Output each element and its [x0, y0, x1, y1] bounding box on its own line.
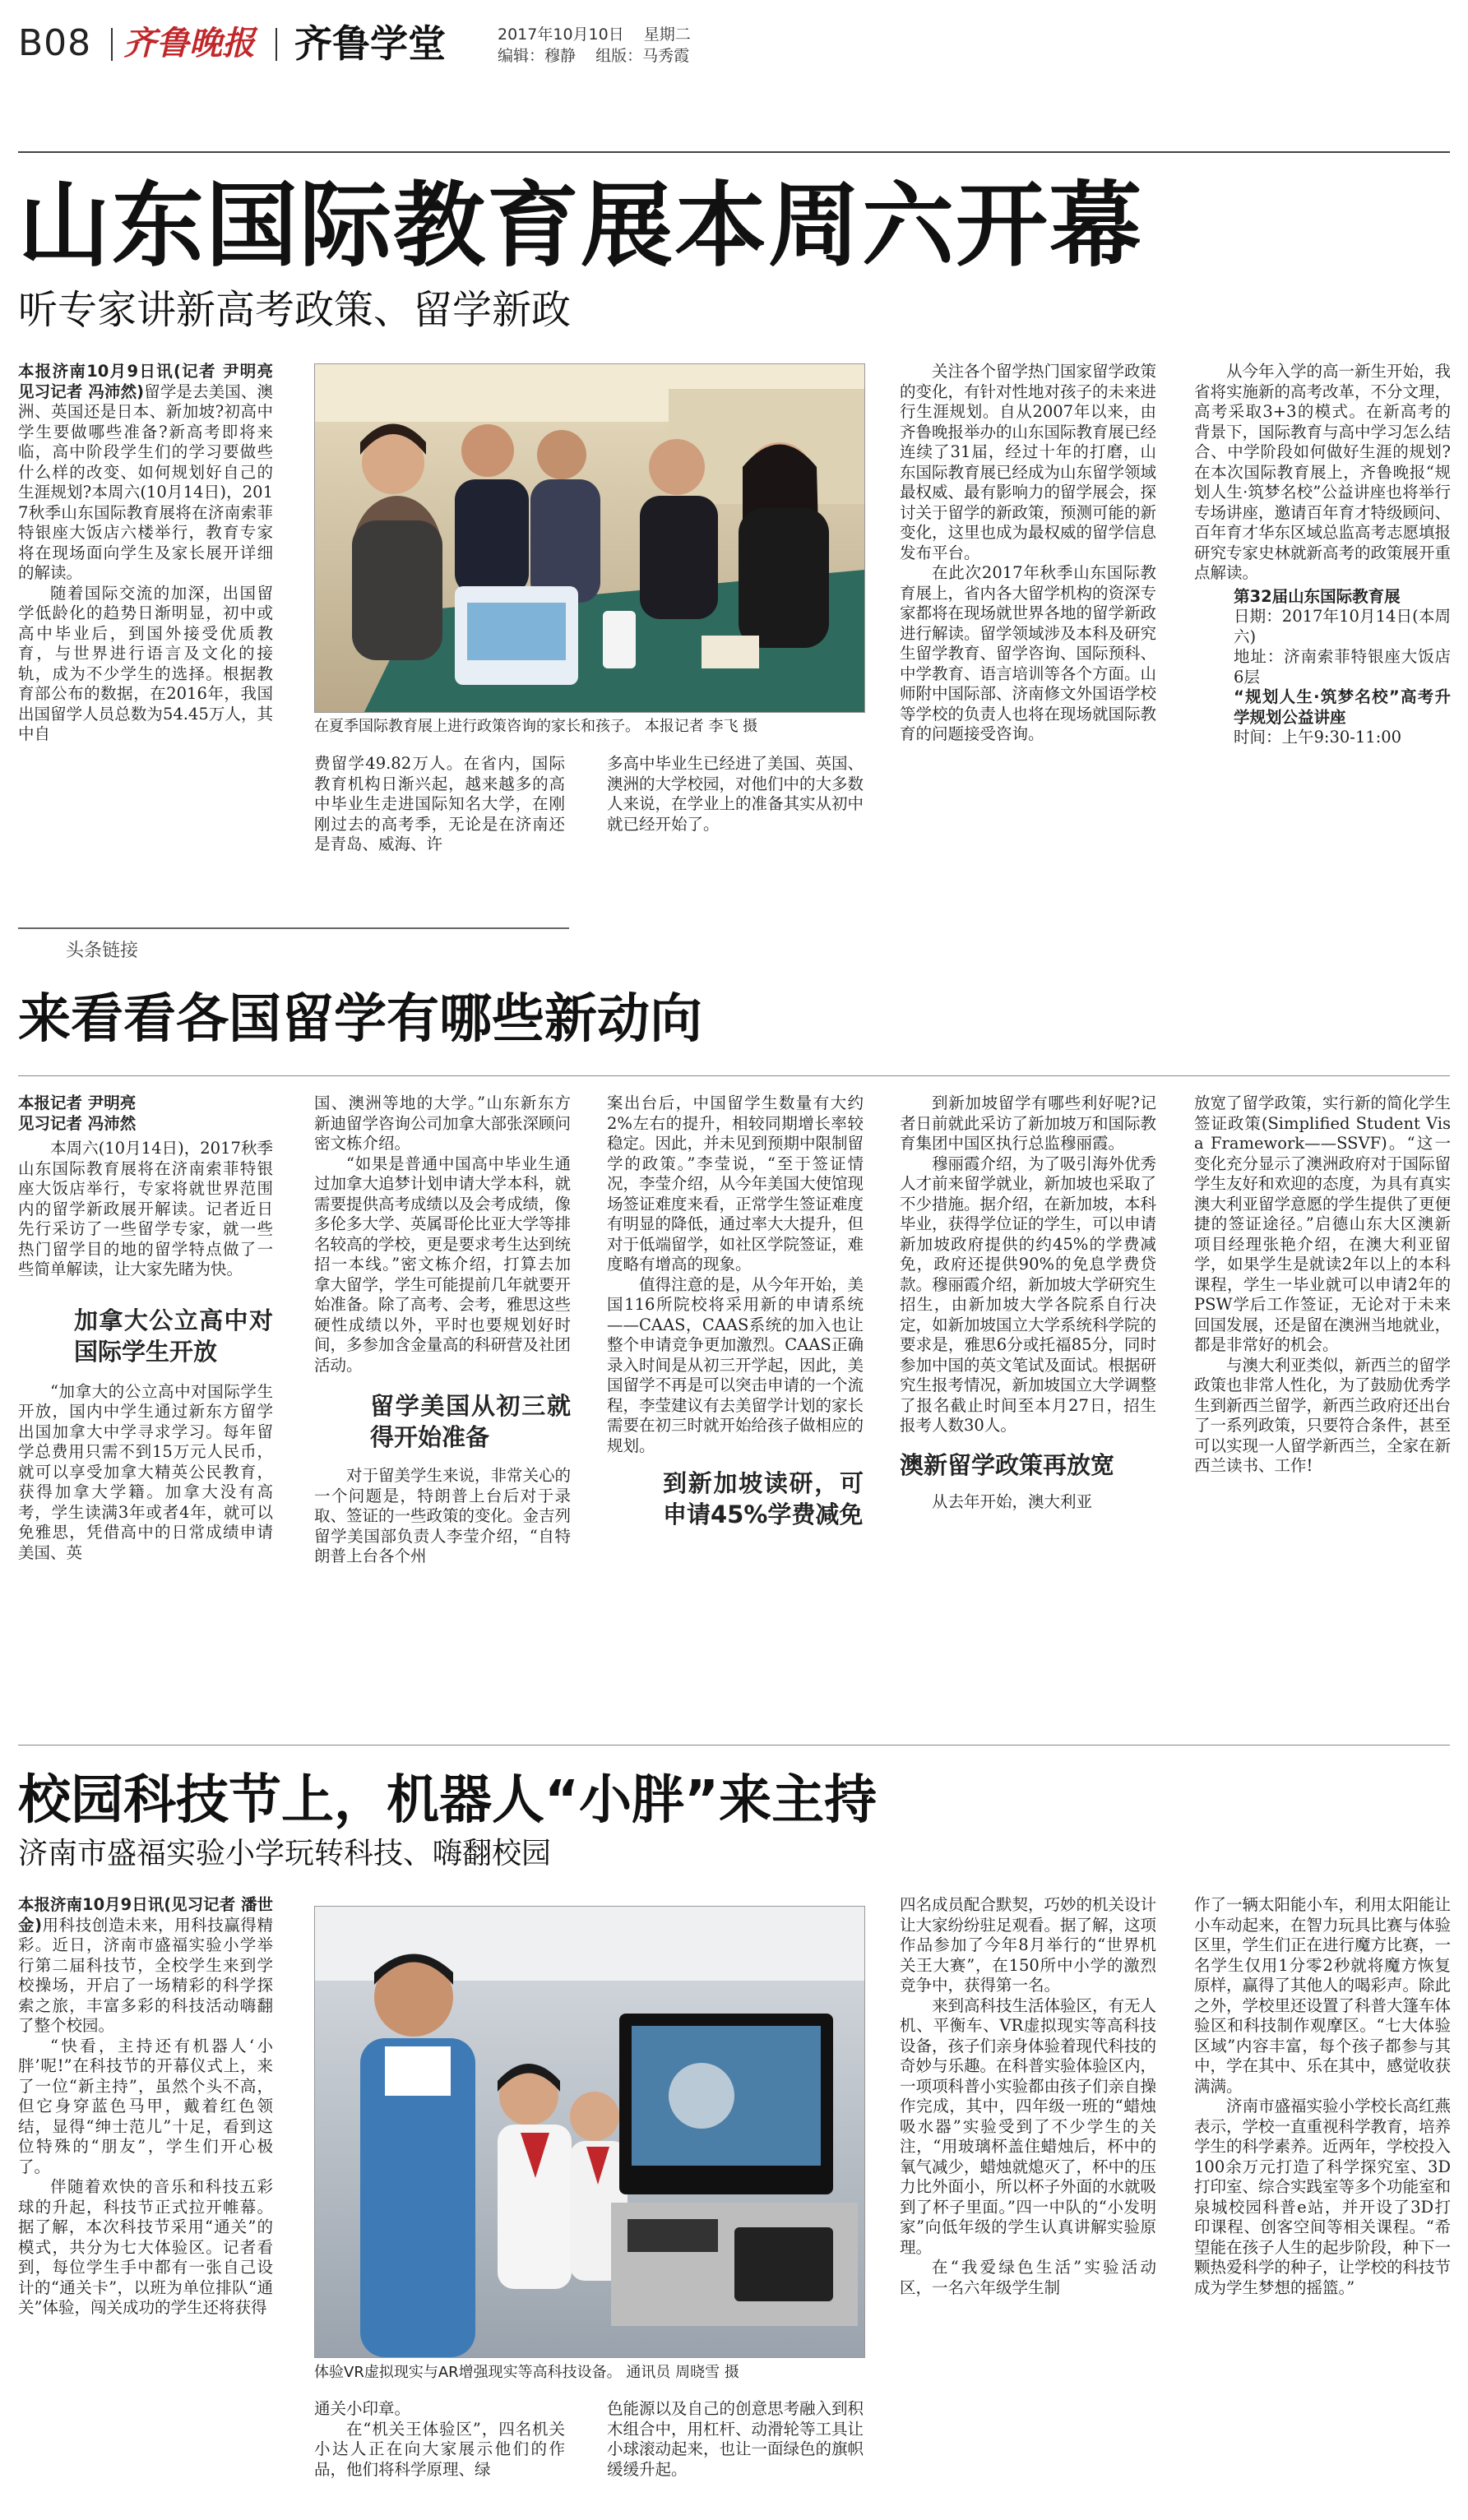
article1-headline: 山东国际教育展本周六开幕 — [18, 173, 1143, 280]
science-festival-photo — [315, 1907, 864, 2357]
weekday-text: 星期二 — [643, 25, 691, 44]
article2-top-rule — [18, 927, 569, 929]
section-title: 齐鲁学堂 — [294, 21, 446, 66]
article2-byline-2: 见习记者 冯沛然 — [18, 1113, 137, 1133]
article3-column-4 — [900, 1895, 1156, 2510]
article2-column-2 — [314, 1094, 571, 1702]
masthead-rule — [18, 151, 1450, 153]
event-info-place: 地址：济南索菲特银座大饭店6层 — [1234, 647, 1451, 687]
article3-text: 通关小印章。 — [314, 2399, 411, 2418]
article2-text: 放宽了留学政策，实行新的简化学生签证政策(Simplified Student Visa Framework——SSVF)。“这一变化充分显示了澳洲政府对于国际留学生友好和欢迎的态度，为具有真实澳大利亚留学意愿的学生提供了更便捷的签证途径。”启德山东大区澳新项目经理张艳介绍，在澳大利亚留学，如果学生是就读2年以上的本科课程，学生一毕业就可以申请2年的PSW学后工作签证，无论对于未来回国发展，还是留在澳洲当地就业，都是非常好的机会。 — [1194, 1094, 1451, 1354]
article1-text: 在此次2017年秋季山东国际教育展上，省内各大留学机构的资深专家都将在现场就世界各地的留学新政进行解读。留学领域涉及本科及研究生留学教育、留学咨询、国际预科、中学教育、语言培训等各个方面。山师附中国际部、济南修文外国语学校等学校的负责人也将在现场就国际教育的问题接受咨询。 — [900, 563, 1156, 743]
page-number: B08 — [18, 22, 92, 64]
article1-text: 关注各个留学热门国家留学政策的变化，有针对性地对孩子的未来进行生涯规划。自从2007年以来，由齐鲁晚报举办的山东国际教育展已经连续了31届，经过十年的打磨，山东国际教育展已经成为山东留学领域最权威、最有影响力的留学展会，探讨关于留学的新政策，预测可能的新变化，这里也成为最权威的留学信息发布平台。 — [900, 362, 1156, 562]
article2-text: “加拿大的公立高中对国际学生开放，国内中学生通过新东方留学出国加拿大中学寻求学习。每年留学总费用只需不到15万元人民币，就可以享受加拿大精英公民教育，获得加拿大学籍。加拿大没有高考，学生读满3年或者4年，就可以免雅思，凭借高中的日常成绩申请美国、英 — [18, 1381, 273, 1562]
article2-text: 穆丽霞介绍，为了吸引海外优秀人才前来留学就业，新加坡也采取了不少措施。据介绍，在新加坡，本科毕业，获得学位证的学生，可以申请新加坡政府提供的约45%的学费减免，政府还提供90%的免息学费贷款。穆丽霞介绍，新加坡大学研究生招生，由新加坡大学各院系自行决定，如新加坡国立大学系统科学院的要求是，雅思6分或托福85分，同时参加中国的英文笔试及面试。根据研究生报考情况，新加坡国立大学调整了报名截止时间至本月27日，招生报考人数30人。 — [900, 1154, 1156, 1435]
article2-column-1 — [18, 1094, 273, 1702]
date-text: 2017年10月10日 — [498, 25, 624, 44]
article2-column-4 — [900, 1094, 1156, 1702]
article1-photo — [314, 363, 865, 713]
article1-column-4 — [900, 362, 1156, 921]
article3-text: 济南市盛福实验小学校长高红燕表示，学校一直重视科学教育，培养学生的科学素养。近两年，学校投入100余万元打造了科学探究室、3D打印室、综合实践室等多个功能室和泉城校园科普e站，并开设了3D打印课程、创客空间等相关课程。“希望能在孩子人生的起步阶段，种下一颗热爱科学的种子，让学校的科技节成为学生梦想的摇篮。” — [1194, 2097, 1451, 2297]
article3-subheadline: 济南市盛福实验小学玩转科技、嗨翻校园 — [18, 1837, 552, 1870]
article3-text: 在“机关王体验区”，四名机关小达人正在向大家展示他们的作品，他们将科学原理、绿 — [314, 2419, 565, 2479]
article1-byline: 本报济南10月9日讯(记者 尹明亮 见习记者 冯沛然) — [18, 362, 273, 401]
article2-byline-1: 本报记者 尹明亮 — [18, 1094, 137, 1112]
event-info-time: 时间：上午9:30-11:00 — [1234, 728, 1402, 747]
paper-logo: 齐鲁晚报 — [123, 24, 255, 62]
article3-text: 色能源以及自己的创意思考融入到积木组合中，用杠杆、动滑轮等工具让小球滚动起来，也让一面绿色的旗帜缓缓升起。 — [607, 2399, 864, 2479]
article3-text: 伴随着欢快的音乐和科技五彩球的升起，科技节正式拉开帷幕。据了解，本次科技节采用“通关”的模式，共分为七大体验区。记者看到，每位学生手中都有一张自己设计的“通关卡”，以班为单位排队“通关”体验，闯关成功的学生还将获得 — [18, 2177, 273, 2317]
article2-text: 值得注意的是，从今年开始，美国116所院校将采用新的申请系统——CAAS，CAAS系统的加入也让整个申请竞争更加激烈。CAAS正确录入时间是从初三开学起，因此，美国留学不再是可以突击申请的一个流程，李莹建议有去美留学计划的家长需要在初三时就开始给孩子做相应的规划。 — [607, 1274, 864, 1455]
article2-text: 对于留美学生来说，非常关心的一个问题是，特朗普上台后对于录取、签证的一些政策的变化。金吉列留学美国部负责人李莹介绍，“自特朗普上台各个州 — [314, 1466, 571, 1565]
event-info-box — [1194, 587, 1451, 748]
article2-text: “如果是普通中国高中毕业生通过加拿大追梦计划申请大学本科，就需要提供高考成绩以及会考成绩，像多伦多大学、英属哥伦比亚大学等排名较高的学校，更是要求考生达到统招一本线。”密文栋介绍，打算去加拿大留学，学生可能提前几年就要开始准备。除了高考、会考，雅思这些硬性成绩以外，平时也要规划好时间，多参加含金量高的科研营及社团活动。 — [314, 1154, 571, 1375]
article3-text: 四名成员配合默契，巧妙的机关设计让大家纷纷驻足观看。据了解，这项作品参加了今年8月举行的“世界机关王大赛”，在150所中小学的激烈竞争中，获得第一名。 — [900, 1895, 1156, 1995]
article2-subhead-canada: 加拿大公立高中对国际学生开放 — [74, 1306, 273, 1366]
layout-text: 组版：马秀霞 — [595, 47, 690, 65]
article3-column-5 — [1194, 1895, 1451, 2510]
article2-subhead-usa: 留学美国从初三就得开始准备 — [370, 1392, 571, 1451]
article3-headline: 校园科技节上，机器人“小胖”来主持 — [18, 1770, 878, 1831]
article1-text: 留学是去美国、澳洲、英国还是日本、新加坡?初高中学生要做哪些准备?新高考即将来临，高中阶段学生们的学习要做些什么样的改变、如何规划好自己的生涯规划?本周六(10月14日)，2017秋季山东国际教育展将在济南索菲特银座大饭店六楼举行，教育专家将在现场面向学生及家长展开详细的解读。 — [18, 381, 273, 582]
article2-headline: 来看看各国留学有哪些新动向 — [18, 989, 702, 1050]
article2-column-3 — [607, 1094, 864, 1702]
article1-column-3 — [607, 754, 864, 918]
article3-column-1 — [18, 1895, 273, 2508]
issue-date — [498, 25, 691, 44]
article2-text: 与澳大利亚类似，新西兰的留学政策也非常人性化，为了鼓励优秀学生到新西兰留学，新西兰政府还出台了一系列政策，只要符合条件，甚至可以实现一人留学新西兰，全家在新西兰读书、工作! — [1194, 1355, 1451, 1475]
masthead-divider — [111, 28, 113, 61]
article3-photo-caption: 体验VR虚拟现实与AR增强现实等高科技设备。 通讯员 周晓雪 摄 — [314, 2364, 739, 2381]
article3-top-rule — [18, 1745, 1450, 1746]
article2-text: 到新加坡留学有哪些利好呢?记者日前就此采访了新加坡万和国际教育集团中国区执行总监穆丽霞。 — [900, 1094, 1156, 1153]
article3-text: 用科技创造未来，用科技赢得精彩。近日，济南市盛福实验小学举行第二届科技节，全校学生来到学校操场，开启了一场精彩的科学探索之旅，丰富多彩的科技活动嗨翻了整个校园。 — [18, 1915, 273, 2035]
article3-text: “快看，主持还有机器人‘小胖’呢!”在科技节的开幕仪式上，来了一位“新主持”，虽然个头不高，但它身穿蓝色马甲，戴着红色领结，显得“绅士范儿”十足，看到这位特殊的“朋友”，学生们开心极了。 — [18, 2036, 273, 2176]
editor-text: 编辑：穆静 — [498, 47, 577, 65]
article2-text: 从去年开始，澳大利亚 — [932, 1491, 1093, 1511]
article2-subhead-australia: 澳新留学政策再放宽 — [900, 1450, 1115, 1479]
article3-text: 在“我爱绿色生活”实验活动区，一名六年级学生制 — [900, 2258, 1156, 2297]
article1-subheadline: 听专家讲新高考政策、留学新政 — [18, 287, 572, 333]
article1-text: 从今年入学的高一新生开始，我省将实施新的高考改革，不分文理，高考采取3+3的模式。在新高考的背景下，国际教育与高中学习怎么结合、中学阶段如何做好生涯的规划?在本次国际教育展上，齐鲁晚报“规划人生·筑梦名校”公益讲座也将举行专场讲座，邀请百年育才特级顾问、百年育才华东区域总监高考志愿填报研究专家史林就新高考的政策展开重点解读。 — [1194, 362, 1451, 582]
article2-rule — [18, 1075, 1450, 1076]
article3-text: 来到高科技生活体验区，有无人机、平衡车、VR虚拟现实等高科技设备，孩子们亲身体验着现代科技的奇妙与乐趣。在科普实验体验区内，一项项科普小实验都由孩子们亲自操作完成，其中，四年级一班的“蜡烛吸水器”实验受到了不少学生的关注，“用玻璃杯盖住蜡烛后，杯中的氧气减少，蜡烛就熄灭了，杯中的压力比外面小，所以杯子外面的水就吸到了杯子里面。”四一中队的“小发明家”向低年级的学生认真讲解实验原理。 — [900, 1995, 1156, 2257]
event-info-title: 第32届山东国际教育展 — [1234, 586, 1401, 606]
article2-text: 本周六(10月14日)，2017秋季山东国际教育展将在济南索菲特银座大饭店举行，专家将就世界范围内的留学新政展开解读。记者近日先行采访了一些留学专家，就一些热门留学目的地的留学特点做了一些简单解读，让大家先睹为快。 — [18, 1139, 273, 1278]
education-fair-photo — [315, 364, 864, 712]
article3-column-2 — [314, 2399, 565, 2510]
article3-text: 作了一辆太阳能小车，利用太阳能让小车动起来，在智力玩具比赛与体验区里，学生们正在进行魔方比赛，一名学生仅用1分零2秒就将魔方恢复原样，赢得了其他人的喝彩声。除此之外，学校里还设置了科普大篷车体验区和科技制作观摩区。“七大体验区域”内容丰富，每个孩子都参与其中，学在其中、乐在其中，感觉收获满满。 — [1194, 1895, 1451, 2096]
event-info-date: 日期：2017年10月14日(本周六) — [1234, 607, 1451, 646]
event-info-lecture: “规划人生·筑梦名校”高考升学规划公益讲座 — [1234, 687, 1451, 727]
article1-text: 多高中毕业生已经进了美国、英国、澳洲的大学校园，对他们中的大多数人来说，在学业上的准备其实从初中就已经开始了。 — [607, 754, 864, 834]
article1-column-2 — [314, 754, 565, 918]
article1-text: 随着国际交流的加深，出国留学低龄化的趋势日渐明显，初中或高中毕业后，到国外接受优质教育，与世界进行语言及文化的接轨，成为不少学生的选择。根据教育部公布的数据，在2016年，我国出国留学人员总数为54.45万人，其中自 — [18, 583, 273, 743]
article1-text: 费留学49.82万人。在省内，国际教育机构日渐兴起，越来越多的高中毕业生走进国际知名大学，在刚刚过去的高考季，无论是在济南还是青岛、威海、许 — [314, 754, 565, 853]
article2-text: 案出台后，中国留学生数量有大约2%左右的提升，相较同期增长率较稳定。因此，并未见到预期中限制留学的政策。”李莹说，“至于签证情况，李莹介绍，从今年美国大使馆现场签证难度来看，正常学生签证难度有明显的降低，通过率大大提升，但对于低端留学，如社区学院签证，难度略有增高的现象。 — [607, 1094, 864, 1274]
article2-subhead-singapore: 到新加坡读研，可申请45%学费减免 — [663, 1469, 864, 1528]
article3-photo — [314, 1906, 865, 2358]
article1-photo-caption: 在夏季国际教育展上进行政策咨询的家长和孩子。 本报记者 李飞 摄 — [314, 718, 758, 735]
article3-byline: 本报济南10月9日讯(见习记者 潘世金) — [18, 1895, 273, 1935]
article1-column-5 — [1194, 362, 1451, 921]
masthead-divider — [276, 28, 277, 61]
article2-kicker: 头条链接 — [66, 941, 139, 961]
article1-column-1 — [18, 362, 273, 921]
article2-column-5 — [1194, 1094, 1451, 1702]
article2-text: 国、澳洲等地的大学。”山东新东方新迪留学咨询公司加拿大部张深顾问密文栋介绍。 — [314, 1094, 571, 1153]
editor-credits — [498, 46, 689, 66]
article3-column-3 — [607, 2399, 864, 2510]
